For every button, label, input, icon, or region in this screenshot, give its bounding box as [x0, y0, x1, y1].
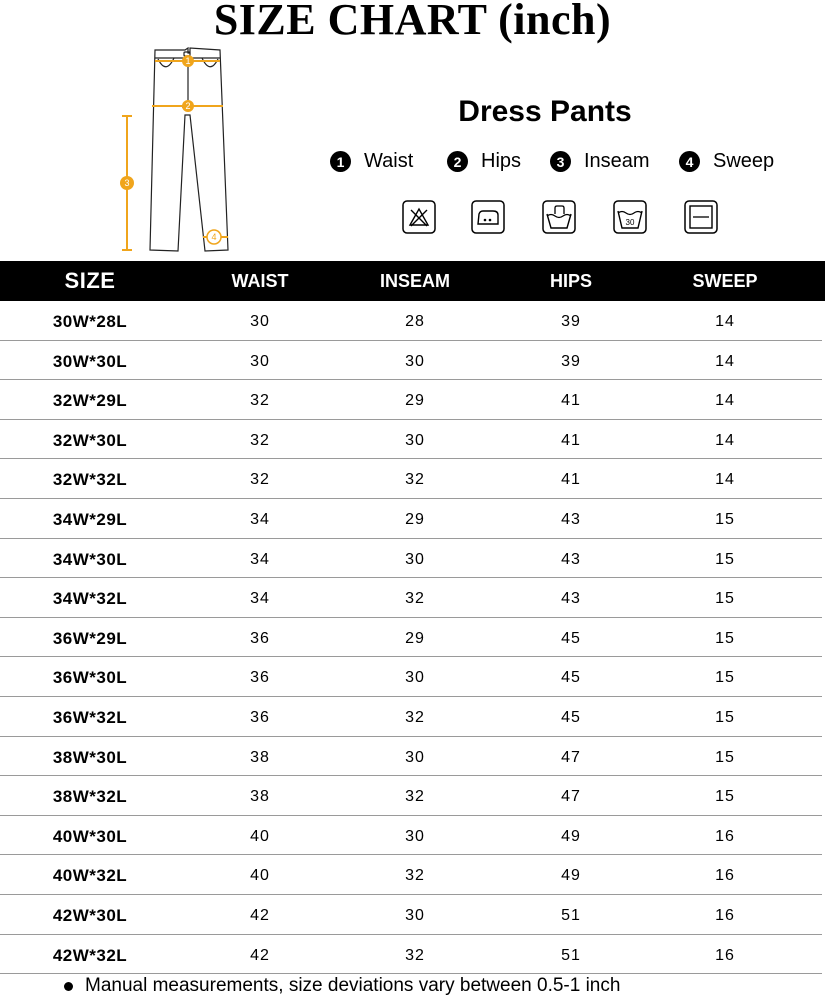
table-row	[0, 618, 822, 658]
cell-waist: 32	[250, 471, 270, 489]
pants-outline	[150, 48, 228, 251]
cell-waist: 36	[250, 669, 270, 687]
cell-inseam: 32	[405, 708, 425, 726]
cell-size: 42W*30L	[52, 905, 128, 925]
table-row	[0, 697, 822, 737]
legend-number: 4	[679, 151, 700, 172]
marker-2-label: 2	[185, 101, 191, 111]
legend-item-inseam	[550, 150, 650, 173]
cell-size: 30W*28L	[52, 312, 128, 331]
cell-sweep: 15	[715, 590, 735, 608]
table-row	[0, 855, 822, 895]
table-row	[0, 341, 822, 381]
table-row	[0, 737, 822, 777]
pants-pocket-right	[202, 58, 218, 67]
measurement-note	[64, 972, 620, 1000]
cell-hips: 47	[561, 788, 581, 806]
cell-inseam: 30	[405, 669, 425, 687]
cell-inseam: 30	[405, 827, 425, 845]
cell-size: 34W*32L	[52, 589, 128, 609]
wash-temperature-label: 30	[625, 218, 635, 227]
cell-inseam: 30	[405, 748, 425, 766]
table-row	[0, 380, 822, 420]
cell-hips: 47	[561, 748, 581, 766]
header-size: SIZE	[64, 268, 116, 293]
cell-hips: 43	[561, 550, 581, 568]
cell-waist: 36	[250, 629, 270, 647]
legend-item-hips	[447, 150, 521, 173]
cell-waist: 34	[250, 590, 270, 608]
hand-wash-icon	[542, 200, 576, 234]
tumble-dry-icon	[684, 200, 718, 234]
cell-size: 30W*30L	[52, 351, 128, 371]
header-sweep: SWEEP	[692, 271, 758, 291]
header-inseam: INSEAM	[379, 271, 450, 291]
machine-wash-30-icon	[613, 200, 647, 234]
cell-waist: 36	[250, 708, 270, 726]
table-row	[0, 657, 822, 697]
cell-hips: 41	[561, 471, 581, 489]
cell-inseam: 32	[405, 867, 425, 885]
cell-inseam: 30	[405, 906, 425, 924]
legend-number: 3	[550, 151, 571, 172]
table-header	[0, 261, 825, 301]
cell-inseam: 29	[405, 629, 425, 647]
cell-inseam: 30	[405, 352, 425, 370]
cell-size: 38W*32L	[52, 787, 128, 807]
header-hips: HIPS	[549, 271, 592, 291]
cell-inseam: 30	[405, 431, 425, 449]
product-name: Dress Pants	[458, 95, 632, 128]
table-row	[0, 420, 822, 460]
cell-hips: 45	[561, 708, 581, 726]
cell-sweep: 16	[715, 946, 735, 964]
legend-label: Hips	[481, 150, 522, 172]
cell-sweep: 16	[715, 827, 735, 845]
cell-inseam: 30	[405, 550, 425, 568]
cell-sweep: 16	[715, 867, 735, 885]
legend-number: 2	[447, 151, 468, 172]
cell-hips: 41	[561, 392, 581, 410]
cell-sweep: 14	[715, 471, 735, 489]
cell-hips: 43	[561, 510, 581, 528]
iron-medium-icon	[471, 200, 505, 234]
legend-label: Waist	[364, 150, 414, 172]
cell-waist: 42	[250, 946, 270, 964]
cell-hips: 45	[561, 669, 581, 687]
table-row	[0, 539, 822, 579]
cell-size: 36W*32L	[52, 707, 128, 727]
cell-inseam: 32	[405, 590, 425, 608]
marker-1-label: 1	[185, 56, 191, 66]
cell-hips: 39	[561, 313, 581, 330]
legend-item-sweep	[679, 150, 774, 173]
size-table	[0, 261, 825, 974]
cell-size: 32W*29L	[52, 391, 128, 411]
cell-waist: 30	[250, 313, 270, 330]
cell-sweep: 14	[715, 392, 735, 410]
cell-sweep: 14	[715, 313, 735, 330]
cell-sweep: 15	[715, 708, 735, 726]
table-body	[0, 301, 825, 974]
table-row	[0, 301, 822, 341]
cell-size: 42W*32L	[52, 945, 128, 965]
cell-size: 40W*30L	[52, 826, 128, 846]
cell-waist: 32	[250, 392, 270, 410]
cell-size: 32W*30L	[52, 430, 128, 450]
cell-sweep: 15	[715, 629, 735, 647]
cell-inseam: 29	[405, 510, 425, 528]
cell-waist: 34	[250, 510, 270, 528]
cell-size: 34W*30L	[52, 549, 128, 569]
cell-size: 34W*29L	[52, 509, 128, 529]
pants-pocket-left	[158, 58, 174, 67]
cell-size: 36W*30L	[52, 668, 128, 688]
cell-waist: 34	[250, 550, 270, 568]
cell-waist: 40	[250, 827, 270, 845]
cell-hips: 51	[561, 906, 581, 924]
legend-label: Inseam	[584, 150, 650, 172]
cell-inseam: 28	[405, 313, 425, 330]
cell-sweep: 15	[715, 510, 735, 528]
do-not-bleach-icon	[402, 200, 436, 234]
marker-4-label: 4	[211, 232, 217, 242]
table-row	[0, 895, 822, 935]
table-row	[0, 776, 822, 816]
marker-3-label: 3	[124, 178, 130, 188]
care-icons	[400, 200, 730, 236]
table-row	[0, 935, 822, 975]
cell-hips: 39	[561, 352, 581, 370]
table-row	[0, 816, 822, 856]
table-row	[0, 459, 822, 499]
cell-inseam: 32	[405, 471, 425, 489]
cell-sweep: 16	[715, 906, 735, 924]
note-text: Manual measurements, size deviations vary between 0.5-1 inch	[85, 975, 621, 996]
cell-size: 36W*29L	[52, 628, 128, 648]
cell-waist: 38	[250, 748, 270, 766]
cell-hips: 49	[561, 867, 581, 885]
cell-sweep: 15	[715, 669, 735, 687]
cell-waist: 40	[250, 867, 270, 885]
cell-inseam: 29	[405, 392, 425, 410]
cell-hips: 49	[561, 827, 581, 845]
header-waist: WAIST	[231, 271, 289, 291]
cell-inseam: 32	[405, 788, 425, 806]
table-row	[0, 499, 822, 539]
table-row	[0, 578, 822, 618]
measurement-legend	[330, 150, 790, 178]
cell-hips: 45	[561, 629, 581, 647]
legend-item-waist	[330, 150, 413, 173]
cell-waist: 38	[250, 788, 270, 806]
cell-size: 38W*30L	[52, 747, 128, 767]
legend-number: 1	[330, 151, 351, 172]
pants-diagram	[110, 45, 240, 260]
legend-label: Sweep	[713, 150, 775, 172]
cell-size: 40W*32L	[52, 866, 128, 886]
cell-hips: 51	[561, 946, 581, 964]
cell-inseam: 32	[405, 946, 425, 964]
cell-waist: 42	[250, 906, 270, 924]
cell-waist: 32	[250, 431, 270, 449]
cell-sweep: 15	[715, 788, 735, 806]
cell-size: 32W*32L	[52, 470, 128, 490]
cell-hips: 43	[561, 590, 581, 608]
cell-sweep: 15	[715, 748, 735, 766]
cell-hips: 41	[561, 431, 581, 449]
page-title: SIZE CHART (inch)	[213, 0, 612, 44]
bullet-icon	[64, 982, 73, 991]
cell-sweep: 15	[715, 550, 735, 568]
cell-sweep: 14	[715, 431, 735, 449]
cell-sweep: 14	[715, 352, 735, 370]
cell-waist: 30	[250, 352, 270, 370]
